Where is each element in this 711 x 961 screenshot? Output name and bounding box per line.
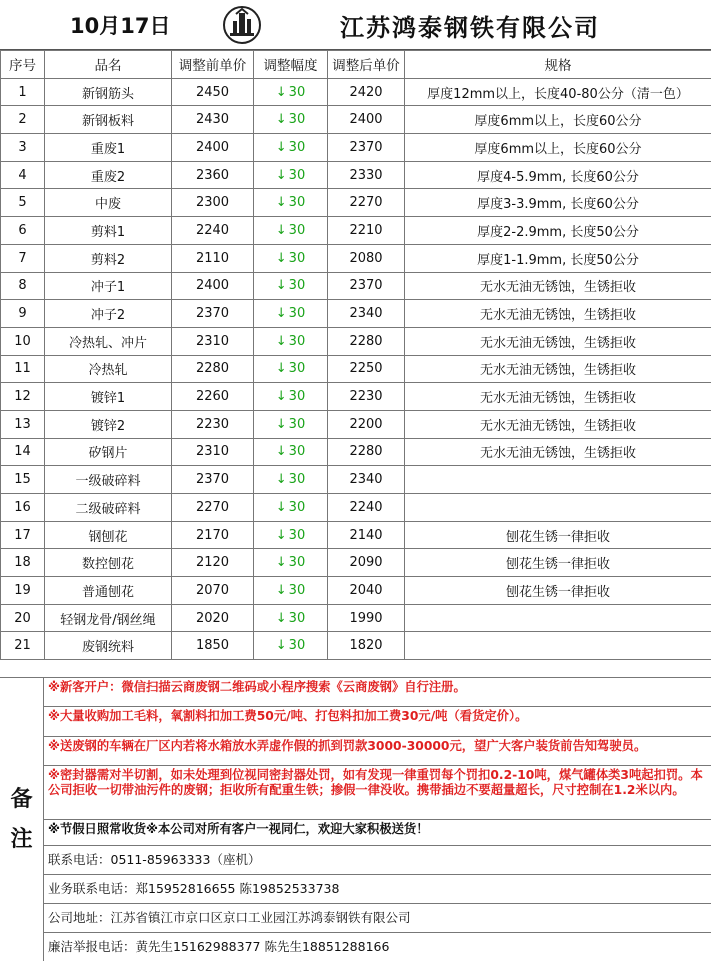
table-row [1,577,711,605]
notes-label-char: 注 [10,820,32,860]
row-number: 9 [1,300,45,328]
down-arrow-icon: ↓ [276,389,287,404]
change-value: 30 [289,251,306,266]
notes-label-char: 备 [10,780,32,820]
note-processing-fee: ※大量收购加工毛料，氧割料扣加工费50元/吨、打包料扣加工费30元/吨（看货定价）。 [44,707,711,737]
row-number: 1 [1,78,45,106]
table-row [1,410,711,438]
price-before: 2110 [172,244,254,272]
row-number: 17 [1,521,45,549]
price-change [254,217,328,245]
price-after: 2420 [328,78,405,106]
price-after: 2270 [328,189,405,217]
row-number: 19 [1,577,45,605]
row-number: 12 [1,383,45,411]
item-spec: 无水无油无锈蚀，生锈拒收 [405,410,711,438]
item-spec [405,494,711,522]
row-number: 5 [1,189,45,217]
price-after: 2200 [328,410,405,438]
item-spec: 无水无油无锈蚀，生锈拒收 [405,300,711,328]
col-header-change: 调整幅度 [254,51,328,79]
price-change [254,632,328,660]
down-arrow-icon: ↓ [276,555,287,570]
price-after: 2370 [328,272,405,300]
change-value: 30 [289,361,306,376]
row-number: 20 [1,604,45,632]
price-change [254,78,328,106]
item-name: 冷热轧、冲片 [45,327,172,355]
price-change [254,161,328,189]
row-number: 11 [1,355,45,383]
item-name: 新钢筋头 [45,78,172,106]
down-arrow-icon: ↓ [276,195,287,210]
item-name: 重废2 [45,161,172,189]
table-header-row [1,51,711,79]
change-value: 30 [289,528,306,543]
item-name: 冲子2 [45,300,172,328]
change-value: 30 [289,417,306,432]
table-row [1,549,711,577]
item-name: 普通刨花 [45,577,172,605]
item-name: 二级破碎料 [45,494,172,522]
row-number: 7 [1,244,45,272]
row-number: 3 [1,134,45,162]
item-spec: 无水无油无锈蚀，生锈拒收 [405,355,711,383]
item-spec [405,632,711,660]
table-row [1,327,711,355]
down-arrow-icon: ↓ [276,528,287,543]
change-value: 30 [289,306,306,321]
change-value: 30 [289,85,306,100]
price-change [254,410,328,438]
item-spec: 厚度6mm以上，长度60公分 [405,106,711,134]
item-spec: 厚度6mm以上，长度60公分 [405,134,711,162]
item-name: 矽钢片 [45,438,172,466]
price-change [254,300,328,328]
date-label: 10月17日 [70,10,170,40]
item-spec: 厚度1-1.9mm, 长度50公分 [405,244,711,272]
notes-label [0,678,44,961]
price-before: 2400 [172,134,254,162]
price-after: 2340 [328,466,405,494]
price-change [254,604,328,632]
price-after: 2280 [328,438,405,466]
change-value: 30 [289,334,306,349]
row-number: 14 [1,438,45,466]
item-spec: 无水无油无锈蚀，生锈拒收 [405,327,711,355]
notes-section [0,677,711,960]
change-value: 30 [289,140,306,155]
row-number: 8 [1,272,45,300]
price-before: 2020 [172,604,254,632]
table-row [1,189,711,217]
price-after: 2340 [328,300,405,328]
table-row [1,494,711,522]
note-new-customer: ※新客开户：微信扫描云商废钢二维码或小程序搜索《云商废钢》自行注册。 [44,678,711,707]
price-before: 2360 [172,161,254,189]
item-spec: 无水无油无锈蚀，生锈拒收 [405,438,711,466]
table-row [1,632,711,660]
table-row [1,106,711,134]
page-header [0,0,711,50]
down-arrow-icon: ↓ [276,638,287,653]
price-before: 2300 [172,189,254,217]
down-arrow-icon: ↓ [276,417,287,432]
price-before: 2450 [172,78,254,106]
report-phone: 廉洁举报电话：黄先生15162988377 陈先生18851288166 [44,933,711,961]
table-row [1,355,711,383]
down-arrow-icon: ↓ [276,112,287,127]
col-header-spec: 规格 [405,51,711,79]
item-spec: 厚度4-5.9mm, 长度60公分 [405,161,711,189]
price-after: 2210 [328,217,405,245]
price-after: 2280 [328,327,405,355]
refinery-tower-logo-icon [222,5,262,45]
change-value: 30 [289,112,306,127]
row-number: 21 [1,632,45,660]
item-name: 新钢板料 [45,106,172,134]
price-before: 2270 [172,494,254,522]
price-before: 2370 [172,466,254,494]
table-row [1,161,711,189]
price-before: 2120 [172,549,254,577]
change-value: 30 [289,195,306,210]
change-value: 30 [289,472,306,487]
price-change [254,466,328,494]
col-header-after: 调整后单价 [328,51,405,79]
change-value: 30 [289,278,306,293]
item-spec: 厚度2-2.9mm, 长度50公分 [405,217,711,245]
change-value: 30 [289,638,306,653]
price-before: 2310 [172,327,254,355]
table-body [1,78,711,659]
price-after: 2040 [328,577,405,605]
item-spec: 无水无油无锈蚀，生锈拒收 [405,383,711,411]
item-spec: 刨花生锈一律拒收 [405,577,711,605]
table-row [1,466,711,494]
table-row [1,383,711,411]
company-name: 江苏鸿泰钢铁有限公司 [340,8,600,43]
change-value: 30 [289,500,306,515]
down-arrow-icon: ↓ [276,611,287,626]
price-before: 2430 [172,106,254,134]
row-number: 13 [1,410,45,438]
down-arrow-icon: ↓ [276,168,287,183]
down-arrow-icon: ↓ [276,251,287,266]
business-phone: 业务联系电话：郑15952816655 陈19852533738 [44,875,711,904]
col-header-name: 品名 [45,51,172,79]
price-before: 2260 [172,383,254,411]
item-name: 数控刨花 [45,549,172,577]
price-before: 2400 [172,272,254,300]
price-after: 2140 [328,521,405,549]
row-number: 6 [1,217,45,245]
change-value: 30 [289,611,306,626]
table-row [1,300,711,328]
price-after: 2230 [328,383,405,411]
price-after: 2240 [328,494,405,522]
price-after: 2080 [328,244,405,272]
contact-phone: 联系电话：0511-85963333（座机） [44,846,711,875]
price-change [254,189,328,217]
price-change [254,494,328,522]
price-change [254,383,328,411]
change-value: 30 [289,168,306,183]
item-name: 剪料2 [45,244,172,272]
col-header-before: 调整前单价 [172,51,254,79]
price-change [254,244,328,272]
change-value: 30 [289,583,306,598]
item-name: 一级破碎料 [45,466,172,494]
table-row [1,272,711,300]
down-arrow-icon: ↓ [276,444,287,459]
price-after: 2330 [328,161,405,189]
table-row [1,604,711,632]
price-after: 2250 [328,355,405,383]
price-change [254,106,328,134]
item-spec [405,466,711,494]
down-arrow-icon: ↓ [276,583,287,598]
price-before: 2170 [172,521,254,549]
price-after: 2370 [328,134,405,162]
item-spec: 刨花生锈一律拒收 [405,549,711,577]
price-change [254,549,328,577]
col-header-no: 序号 [1,51,45,79]
row-number: 16 [1,494,45,522]
down-arrow-icon: ↓ [276,140,287,155]
price-change [254,438,328,466]
table-row [1,134,711,162]
price-before: 1850 [172,632,254,660]
change-value: 30 [289,389,306,404]
price-before: 2280 [172,355,254,383]
down-arrow-icon: ↓ [276,361,287,376]
note-sealer-rules: ※密封器需对半切割，如未处理到位视同密封器处罚，如有发现一律重罚每个罚扣0.2-10吨，煤气罐体类3吨起扣罚。本公司拒收一切带油污件的废钢；拒收所有配重生铁；掺假一律没收。携带插边不要超量超长，尺寸控制在1.2米以内。 [44,766,711,820]
table-row [1,217,711,245]
price-after: 1820 [328,632,405,660]
note-holiday: ※节假日照常收货※本公司对所有客户一视同仁，欢迎大家积极送货！ [44,820,711,846]
row-number: 15 [1,466,45,494]
row-number: 2 [1,106,45,134]
down-arrow-icon: ↓ [276,85,287,100]
price-change [254,134,328,162]
down-arrow-icon: ↓ [276,500,287,515]
price-change [254,272,328,300]
price-change [254,577,328,605]
item-name: 剪料1 [45,217,172,245]
price-before: 2240 [172,217,254,245]
table-row [1,78,711,106]
item-name: 中废 [45,189,172,217]
price-before: 2070 [172,577,254,605]
row-number: 10 [1,327,45,355]
item-name: 钢刨花 [45,521,172,549]
item-name: 冲子1 [45,272,172,300]
item-name: 轻钢龙骨/钢丝绳 [45,604,172,632]
change-value: 30 [289,555,306,570]
price-after: 1990 [328,604,405,632]
item-name: 镀锌2 [45,410,172,438]
down-arrow-icon: ↓ [276,278,287,293]
price-table [0,50,711,660]
table-row [1,521,711,549]
item-spec: 厚度12mm以上，长度40-80公分（清一色） [405,78,711,106]
price-change [254,355,328,383]
company-address: 公司地址：江苏省镇江市京口区京口工业园江苏鸿泰钢铁有限公司 [44,904,711,933]
price-change [254,327,328,355]
item-name: 镀锌1 [45,383,172,411]
down-arrow-icon: ↓ [276,306,287,321]
price-after: 2400 [328,106,405,134]
price-change [254,521,328,549]
price-before: 2230 [172,410,254,438]
note-water-tank-fine: ※送废钢的车辆在厂区内若将水箱放水弄虚作假的抓到罚款3000-30000元，望广大客户装货前告知驾驶员。 [44,737,711,766]
item-spec: 厚度3-3.9mm, 长度60公分 [405,189,711,217]
change-value: 30 [289,444,306,459]
price-before: 2370 [172,300,254,328]
item-spec [405,604,711,632]
change-value: 30 [289,223,306,238]
row-number: 4 [1,161,45,189]
item-name: 冷热轧 [45,355,172,383]
row-number: 18 [1,549,45,577]
item-name: 重废1 [45,134,172,162]
down-arrow-icon: ↓ [276,472,287,487]
price-before: 2310 [172,438,254,466]
table-row [1,244,711,272]
item-spec: 无水无油无锈蚀，生锈拒收 [405,272,711,300]
down-arrow-icon: ↓ [276,334,287,349]
down-arrow-icon: ↓ [276,223,287,238]
item-name: 废钢统料 [45,632,172,660]
table-row [1,438,711,466]
price-after: 2090 [328,549,405,577]
item-spec: 刨花生锈一律拒收 [405,521,711,549]
